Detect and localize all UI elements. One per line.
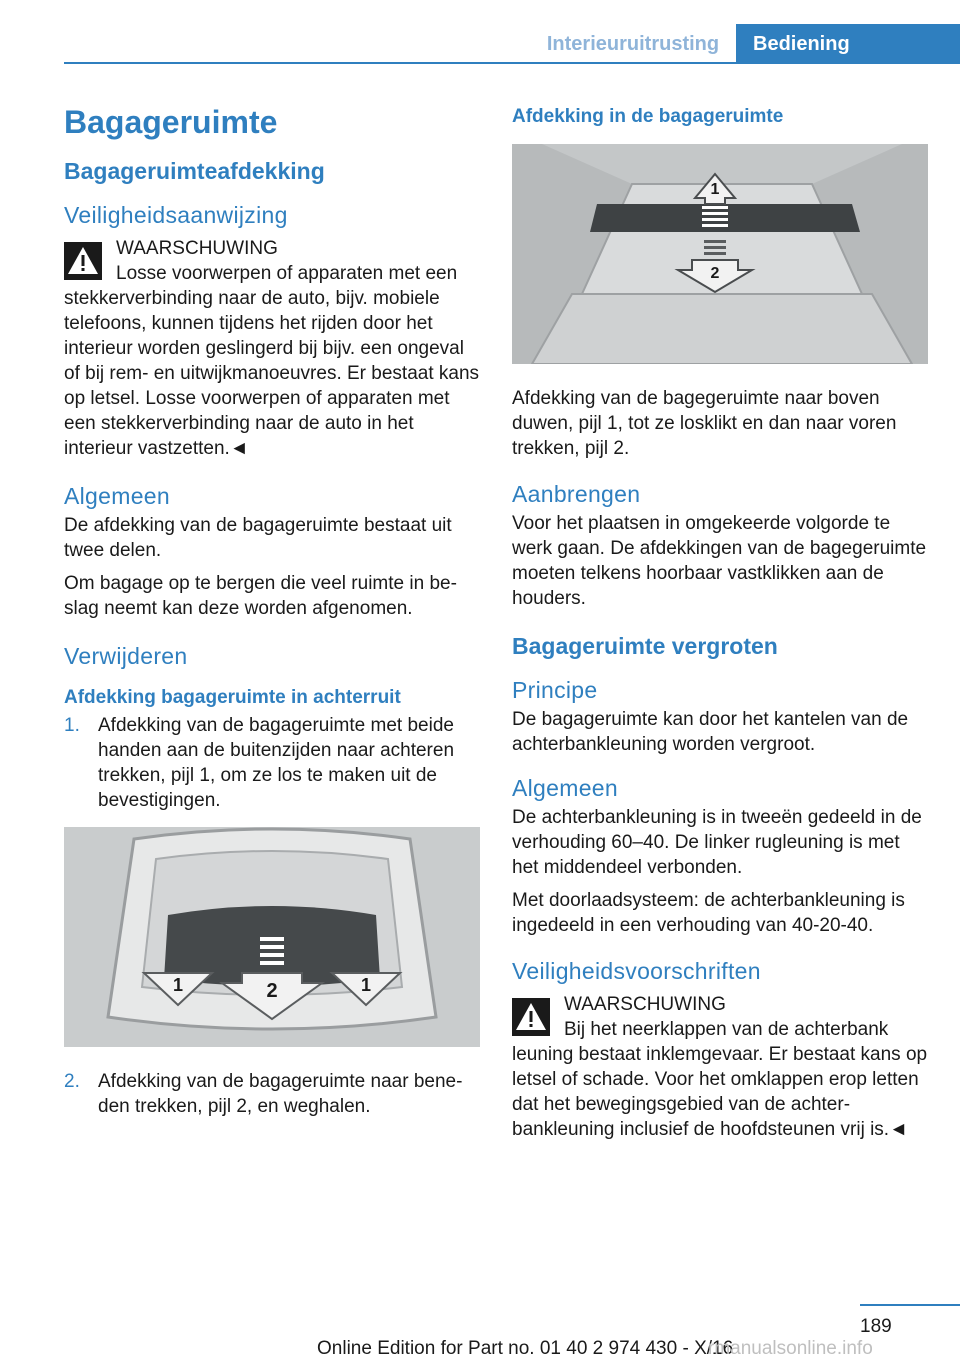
warning-label: WAARSCHUWING [564, 994, 726, 1015]
steps-list [64, 713, 480, 813]
arrow-label-2: 2 [266, 980, 278, 1002]
illustration-rear-window-cover [64, 827, 480, 1047]
arrow-label-1-right: 1 [360, 975, 372, 995]
principle-heading: Principe [512, 677, 598, 703]
footer-rule [860, 1304, 960, 1306]
warning-text-first-line: Bij het neerklappen van de achterbank [564, 1019, 889, 1040]
warning-text-rest: leuning bestaat inklemgevaar. Er bestaat kans op letsel of schade. Voor het omklappen erop letten dat het bewegingsgebied van de achterbankleuning inclusief de hoofdsteunen vrij is.◄ [512, 1044, 928, 1140]
step-text: Afdekking van de bagageruimte naar beneden trekken, pijl 2, en weghalen. [98, 1071, 463, 1117]
list-item [64, 1069, 480, 1119]
page-number: 189 [860, 1316, 892, 1337]
safety-heading: Veiligheidsaanwijzing [64, 202, 288, 228]
header-section-tab[interactable]: Interieuruitrusting [546, 33, 720, 55]
cover-caption: Afdekking van de bagegeruimte naar boven duwen, pijl 1, tot ze losklikt en dan naar voren trekken, pijl 2. [512, 388, 897, 459]
install-text: Voor het plaatsen in omgekeerde volgorde te werk gaan. De afdekkingen van de bagegeruimte moeten telkens hoorbaar vastklikken aan de houders. [512, 513, 927, 609]
general-paragraph-2: Om bagage op te bergen die veel ruimte in beslag neemt kan deze worden afgenomen. [64, 573, 457, 619]
header-chapter-label: Bediening [753, 33, 850, 55]
general-heading: Algemeen [64, 483, 170, 509]
right-column [512, 96, 928, 1142]
warning-label: WAARSCHUWING [116, 238, 278, 259]
warning-text [512, 1017, 928, 1142]
section-title: Bagageruimteafdekking [64, 158, 325, 184]
step-text: Afdekking van de bagageruimte met beide handen aan de buitenzijden naar achteren trekken, pijl 1, om ze los te maken uit de bevestigingen. [98, 715, 455, 811]
page-title: Bagageruimte [64, 104, 278, 140]
warning-triangle-icon [512, 998, 550, 1036]
warning-text [64, 261, 480, 461]
step-number: 2. [64, 1071, 80, 1092]
edition-line: Online Edition for Part no. 01 40 2 974 430 - X/16 [317, 1338, 734, 1359]
general-paragraph-1: De afdekking van de bagageruimte bestaat uit twee delen. [64, 515, 452, 561]
warning-box-2 [512, 992, 928, 1142]
left-column [64, 96, 480, 1127]
principle-text: De bagageruimte kan door het kantelen van de achterbankleuning worden vergroot. [512, 709, 909, 755]
list-item [64, 713, 480, 813]
warning-text-rest: stekkerverbinding naar de auto, bijv. mobiele telefoons, kunnen tijdens het rijden door het interieur worden geslingerd bij bijv. een ongeval of bij rem- en uitwijkmanoeuvres. Er bestaat kans op letsel. Losse voorwerpen of apparaten met een stekkerverbinding naar de auto in het interieur vastzetten.◄ [64, 288, 480, 459]
illustration-trunk-cover [512, 144, 928, 364]
rear-window-cover-illustration [64, 827, 480, 1047]
enlarge-heading: Bagageruimte vergroten [512, 633, 778, 659]
arrow-label-1: 1 [710, 181, 720, 198]
safety-rules-heading: Veiligheidsvoorschriften [512, 958, 761, 984]
remove-heading: Verwijderen [64, 643, 188, 669]
cover-heading: Afdekking in de bagageruimte [512, 106, 784, 127]
arrow-label-1-left: 1 [172, 975, 184, 995]
watermark: rmanualsonline.info [708, 1338, 873, 1359]
header-chapter-tab[interactable] [736, 24, 960, 64]
remove-subheading: Afdekking bagageruimte in achterruit [64, 687, 401, 708]
general-right-paragraph-1: De achterbankleuning is in tweeën gedeeld in de verhouding 60–40. De linker rugleuning is met het middendeel verbonden. [512, 807, 922, 878]
arrow-label-2: 2 [710, 265, 720, 282]
warning-text-first-line: Losse voorwerpen of apparaten met een [116, 263, 458, 284]
general-heading-right: Algemeen [512, 775, 618, 801]
step-number: 1. [64, 715, 80, 736]
install-heading: Aanbrengen [512, 481, 641, 507]
steps-list-continued [64, 1069, 480, 1119]
general-right-paragraph-2: Met doorlaadsysteem: de achterbankleuning is ingedeeld in een verhouding van 40-20-40. [512, 890, 905, 936]
warning-triangle-icon [64, 242, 102, 280]
warning-box [64, 236, 480, 461]
trunk-cover-illustration [512, 144, 928, 364]
